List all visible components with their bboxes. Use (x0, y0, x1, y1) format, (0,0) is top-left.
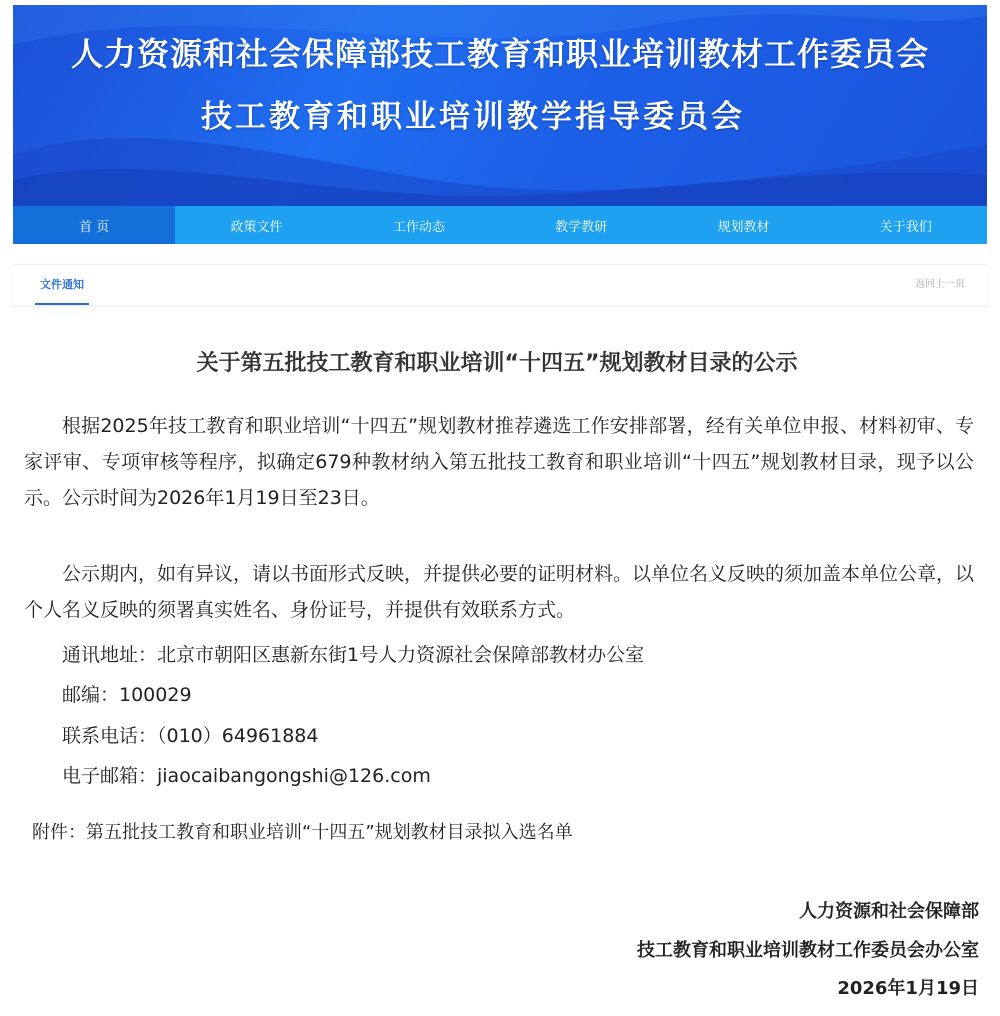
site-title-line2: 技工教育和职业培训教学指导委员会 (201, 99, 745, 135)
article-title: 关于第五批技工教育和职业培训“十四五”规划教材目录的公示 (196, 351, 798, 376)
nav-planned-textbooks[interactable]: 规划教材 (717, 219, 770, 235)
article-paragraph-1: 根据2025年技工教育和职业培训“十四五”规划教材推荐遴选工作安排部署，经有关单位申报、材料初审、专家评审、专项审核等程序，拟确定679种教材纳入第五批技工教育和职业培训“十四五”规划教材目录，现予以公示。公示时间为2026年1月19日至23日。 (24, 415, 974, 509)
breadcrumb-bar (13, 264, 987, 306)
contact-address: 通讯地址：北京市朝阳区惠新东街1号人力资源社会保障部教材办公室 (62, 644, 645, 666)
attachment-link[interactable]: 附件：第五批技工教育和职业培训“十四五”规划教材目录拟入选名单 (32, 822, 573, 843)
contact-email: 电子邮箱：jiaocaibangongshi@126.com (62, 765, 431, 787)
back-link[interactable]: 返回上一页 (915, 279, 965, 290)
main-nav (13, 206, 987, 244)
nav-policy-docs[interactable]: 政策文件 (230, 219, 283, 235)
nav-about-us[interactable]: 关于我们 (879, 219, 932, 235)
nav-work-news[interactable]: 工作动态 (392, 219, 445, 235)
contact-phone: 联系电话：（010）64961884 (62, 725, 319, 747)
header-banner (13, 5, 987, 206)
nav-teaching-research[interactable]: 教学教研 (555, 219, 608, 235)
signature-org-2: 技工教育和职业培训教材工作委员会办公室 (637, 940, 979, 961)
nav-home[interactable]: 首 页 (13, 206, 175, 244)
contact-postcode: 邮编：100029 (62, 684, 192, 706)
signature-date: 2026年1月19日 (837, 978, 979, 999)
tab-file-notice[interactable]: 文件通知 (35, 265, 89, 305)
site-title-line1: 人力资源和社会保障部技工教育和职业培训教材工作委员会 (70, 35, 929, 73)
article-paragraph-2: 公示期内，如有异议，请以书面形式反映，并提供必要的证明材料。以单位名义反映的须加盖本单位公章，以个人名义反映的须署真实姓名、身份证号，并提供有效联系方式。 (24, 563, 975, 621)
signature-org-1: 人力资源和社会保障部 (799, 901, 979, 922)
